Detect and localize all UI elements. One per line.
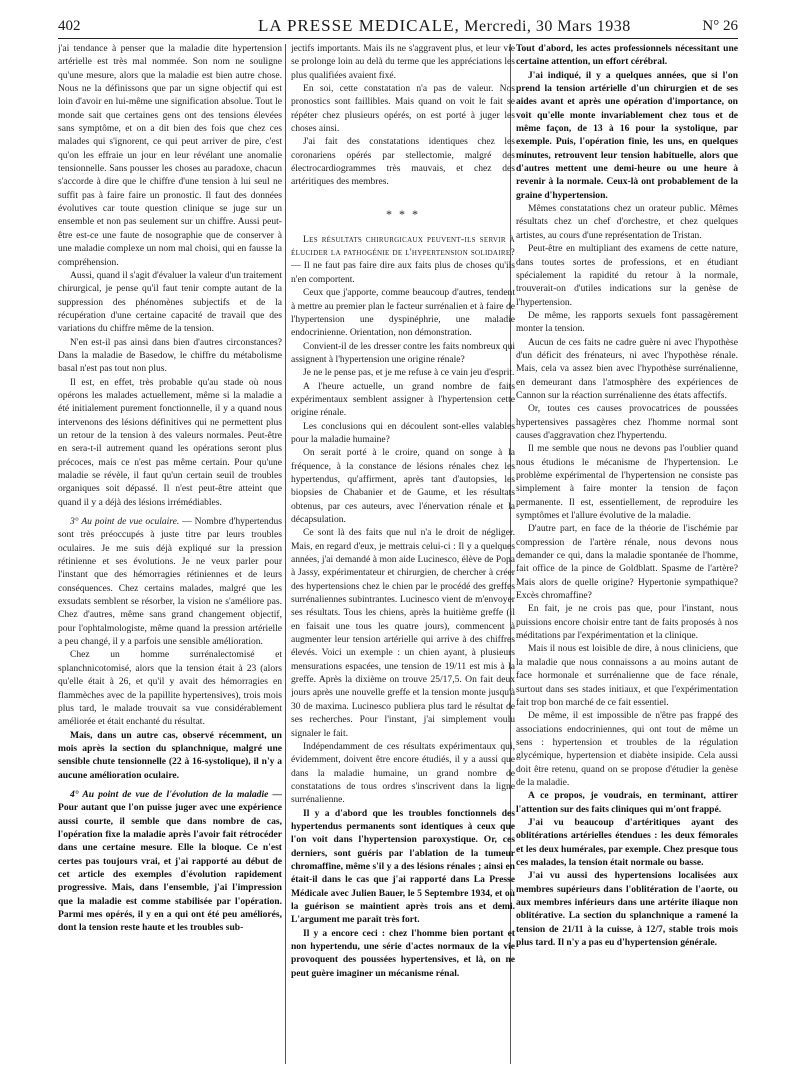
paragraph: Tout d'abord, les actes professionnels nécessitant une certaine attention, un effort cérébral. xyxy=(516,43,738,68)
section-heading-pathogenie: Les résultats chirurgicaux peuvent-ils servir à élucider la pathogénie de l'hypertension solidaire? xyxy=(291,233,515,259)
paragraph: Convient-il de les dresser contre les faits nombreux qui assignent à l'hypertension une origine rénale? xyxy=(291,340,515,365)
text-column-3 xyxy=(516,42,738,1072)
section-separator-stars: * * * xyxy=(386,206,420,221)
paragraph: J'ai fait des constatations identiques chez les coronariens opérés par stellectomie, malgré des électrocardiogrammes très mauvais, et chez des artéritiques des membres. xyxy=(291,136,515,188)
paragraph: Les conclusions qui en découlent sont-elles valables pour la maladie humaine? xyxy=(291,420,515,445)
paragraph: N'en est-il pas ainsi dans bien d'autres circonstances? Dans la maladie de Basedow, le chiffre du métabolisme basal n'est pas tout non plus. xyxy=(58,336,282,375)
paragraph: J'ai vu beaucoup d'artéritiques ayant des oblitérations artérielles étendues : les deux fémorales et les deux humérales, par exemple. Chez presque tous ces malades, la tension était normale ou basse. xyxy=(516,816,738,868)
paragraph: Aucun de ces faits ne cadre guère ni avec l'hypothèse d'un déficit des frénateurs, ni avec l'hypothèse rénale. Mais, cela va assez bien avec l'hypothèse surrénalienne, en demeurant dans l'atmosphère des expériences de Cannon sur la réaction surrénalienne des états affectifs. xyxy=(516,336,738,401)
paragraph: Mais, dans un autre cas, observé récemment, un mois après la section du splanchnique, malgré une sensible chute tensionnelle (22 à 16-systolique), il n'y a aucune amélioration oculaire. xyxy=(58,729,282,781)
paragraph: Indépendamment de ces résultats expérimentaux qui, évidemment, doivent être encore étudiés, il y a aussi que dans la maladie humaine, un grand nombre de constatations de tous ordres s'inscrivent dans la ligne surrénalienne. xyxy=(291,740,515,806)
paragraph: A l'heure actuelle, un grand nombre de faits expérimentaux semblent assigner à l'hypertension cette origine rénale. xyxy=(291,380,515,419)
paragraph-text: — Pour autant que l'on puisse juger avec une expérience aussi courte, il semble que dans nombre de cas, l'opération fixe la maladie après l'avoir fait rétrocéder dans une certaine mesure. Elle la bloque. Ce n'est certes pas toujours vrai, et j'ai rapporté au début de cet article des exemples d'évolution rapidement progressive. Mais, dans l'ensemble, j'ai l'impression que la maladie est comme stabilisée par l'opération. Parmi mes opérés, il y en a qui ont été peu améliorés, dont la tension reste haute et les troubles sub- xyxy=(58,788,282,934)
paragraph: Il y a d'abord que les troubles fonctionnels des hypertendus permanents sont identiques à ceux que l'on voit dans l'hypertension paroxystique. Or, ces derniers, sont guéris par l'ablation de la tumeur chromaffine, même s'il y a des lésions rénales ; ainsi en était-il dans le cas que j'ai rapporté dans La Presse Médicale avec Julien Bauer, le 5 Septembre 1934, et où la guérison se maintient après trois ans et demi. L'argument me paraît très fort. xyxy=(291,807,515,926)
section-heading-evolution: 4° Au point de vue de l'évolution de la maladie xyxy=(70,788,269,800)
paragraph-evolution xyxy=(58,788,282,935)
column-divider xyxy=(285,44,286,1064)
paragraph: Mais il nous est loisible de dire, à nous cliniciens, que la maladie que nous connaissons a au moins autant de face hormonale et surrénalienne que de face rénale, surtout dans ses stades initiaux, et que l'expérimentation fait trop bon marché de ce fait essentiel. xyxy=(516,643,738,708)
paragraph: Or, toutes ces causes provocatrices de poussées hypertensives passagères chez l'homme normal sont causes d'aggravation chez l'hypertendu. xyxy=(516,403,738,441)
paragraph: Je ne le pense pas, et je me refuse à ce vain jeu d'esprit. xyxy=(303,367,515,379)
paragraph: Il est, en effet, très probable qu'au stade où nous opérons les malades actuellement, même si la maladie a été initialement purement fonctionnelle, il y a quand nous intervenons des lésions définitives qui ne permettent plus un retour de la tension à des valeurs normales. Peut-être en sera-t-il autrement quand les opérations seront plus précoces, mais ce n'est pas même certain. Pour qu'une maladie se révèle, il faut qu'un certain seuil de troubles organiques soit dépassé. Il n'est peut-être atteint que quand il y a déjà des lésions irrémédiables. xyxy=(58,376,282,508)
paragraph: En soi, cette constatation n'a pas de valeur. Nos pronostics sont faillibles. Mais quand on voit le fait se répéter chez plusieurs opérés, on est porté à juger les choses ainsi. xyxy=(291,83,515,135)
paragraph: jectifs importants. Mais ils ne s'aggravent plus, et leur vie se prolonge loin au delà du terme que les appréciations les plus qualifiées avaient fixé. xyxy=(291,43,515,81)
paragraph-pathogenie xyxy=(291,233,515,286)
journal-title: LA PRESSE MEDICALE, xyxy=(258,16,460,35)
page-number: 402 xyxy=(58,18,81,34)
text-column-2 xyxy=(291,42,515,1072)
paragraph: J'ai vu aussi des hypertensions localisées aux membres supérieurs dans l'oblitération de l'aorte, ou aux membres inférieurs dans une artérite iliaque non oblitérative. La section du splanchnique a ramené la tension de 21/11 à la cuisse, à 12/7, stable trois mois plus tard. Il n'y a pas eu d'hypertension générale. xyxy=(516,870,738,949)
paragraph: Ce sont là des faits que nul n'a le droit de négliger. Mais, en regard d'eux, je mettrais celui-ci : Il y a quelques années, j'ai demandé à mon aide Lucinesco, élève de Popa à Jassy, expérimentateur et chirurgien, de chercher à créer des hypertensions chez le chien par le procédé des greffes surrénaliennes subintrantes. Lucinesco vient de m'envoyer ses résultats. Tous les chiens, après la huitième greffe (il en faisait une tous les quatre jours), commencent à augmenter leur tension artérielle qui arrive à des chiffres élevés. Voici un exemple : un chien ayant, à plusieurs mensurations espacées, une tension de 19/11 est mis à la greffe. Après la dixième on trouve 25/17,5. On fait deux jours après une nouvelle greffe et la tension monte jusqu'à 30 de maxima. Lucinesco publiera plus tard le résultat de ses recherches. Pour l'instant, j'ai simplement voulu signaler le fait. xyxy=(291,527,515,739)
paragraph: J'ai indiqué, il y a quelques années, que si l'on prend la tension artérielle d'un chirurgien et de ses aides avant et après une opération d'importance, on voit qu'elle monte invariablement chez tous et de même façon, de 13 à 16 pour la systolique, par exemple. Puis, l'opération finie, les uns, en quelques minutes, retrouvent leur tension habituelle, alors que d'autres mettent une demi-heure ou une heure à revenir à la normale. Ceux-là ont probablement de la graine d'hypertension. xyxy=(516,69,738,201)
paragraph-text: — Il ne faut pas faire dire aux faits plus de choses qu'ils n'en comportent. xyxy=(291,260,515,285)
page-header xyxy=(58,16,738,39)
text-column-1 xyxy=(58,42,282,1072)
issue-date: Mercredi, 30 Mars 1938 xyxy=(464,18,631,35)
paragraph-text: — Nombre d'hypertendus sont très préoccupés à juste titre par leurs troubles oculaires. Je me suis déjà expliqué sur la pression rétinienne et ses évolutions. Je ne veux parler pour l'instant que des hémorragies rétiniennes et de leurs conséquences. Chez certains malades, malgré que les exsudats semblent se résorber, la vision ne s'améliore pas. Chez d'autres, même sans grand changement objectif, pour l'ophtalmologiste, même quand la pression artérielle a peu changé, il y a parfois une sensible amélioration. xyxy=(58,516,282,648)
paragraph: Il y a encore ceci : chez l'homme bien portant et non hypertendu, une série d'actes normaux de la vie provoquent des poussées hypertensives, et là, on ne peut guère imaginer un mécanisme rénal. xyxy=(291,927,515,979)
paragraph-ocular xyxy=(58,515,282,648)
issue-number: N° 26 xyxy=(702,18,738,34)
paragraph: De même, les rapports sexuels font passagèrement monter la tension. xyxy=(516,309,738,335)
section-heading-ocular: 3° Au point de vue oculaire. xyxy=(70,516,180,528)
paragraph: A ce propos, je voudrais, en terminant, attirer l'attention sur des faits cliniques qui m'ont frappé. xyxy=(516,790,738,815)
paragraph: Il me semble que nous ne devons pas l'oublier quand nous étudions le mécanisme de l'hypertension. Le problème expérimental de l'hypertension ne consiste pas simplement à faire monter la tension de façon permanente. Il est, essentiellement, de reproduire les symptômes et l'allure évolutive de la maladie. xyxy=(516,443,738,522)
masthead xyxy=(258,16,631,36)
paragraph: j'ai tendance à penser que la maladie dite hypertension artérielle est très mal nommée. Son nom ne souligne qu'une mesure, alors que la maladie est bien autre chose. Nous ne la définissons que par un signe objectif qui est loin d'avoir en lui-même une signification absolue. Tout le monde sait que certaines gens ont des tensions élevées sans symptôme, et on a dit bien des fois que chez ces malades qui s'ignorent, ce qui peut arriver de pire, c'est qu'on les effraie un jour en leur révélant une anomalie tensionnelle. Sans pousser les choses au paradoxe, chacun s'accorde à dire que le chiffre d'une tension à lui seul ne suffit pas à faire faire un pronostic. Il faut des données évolutives car toute question clinique se juge sur un ensemble et non pas seulement sur un chiffre. Aussi peut-être est-ce une faute de nosographie que de conserver à une maladie complexe un nom mal choisi, qui en fausse la compréhension. xyxy=(58,43,282,268)
paragraph: Mêmes constatations chez un orateur public. Mêmes résultats chez un chef d'orchestre, et chez quelques artistes, au cours d'une représentation de Tristan. xyxy=(516,203,738,241)
paragraph: De même, il est impossible de n'être pas frappé des associations endocriniennes, qui ont tout de même un sens : hypertension et troubles de la régulation glycémique, hypertension et diabète insipide. Cela aussi doit être retenu, quand on se propose d'étudier la genèse de la maladie. xyxy=(516,710,738,788)
paragraph: Chez un homme surrénalectomisé et splanchnicotomisé, alors que la tension était à 23 (alors qu'elle était à 26, et qu'il y avait des hémorragies en flammèches avec de la papillite hypertensives), trois mois plus tard, le malade trouvait sa vue considérablement améliorée et était enchanté du résultat. xyxy=(58,649,282,728)
paragraph: Ceux que j'apporte, comme beaucoup d'autres, tendent à mettre au premier plan le facteur surrénalien et à faire de l'hypertension une dyspinéphrie, une maladie endocrinienne. Orientation, non démonstration. xyxy=(291,287,515,339)
paragraph: Peut-être en multipliant des examens de cette nature, dans toutes sortes de professions, et en étudiant spécialement la rapidité du retour à la normale, trouverait-on d'utiles indications sur la genèse de l'hypertension. xyxy=(516,243,738,308)
paragraph: Aussi, quand il s'agit d'évaluer la valeur d'un traitement chirurgical, je pense qu'il faut tenir compte autant de la suppression des phénomènes subjectifs et de la récupération d'une certaine capacité de travail que des variations du chiffre même de la tension. xyxy=(58,269,282,335)
paragraph: En fait, je ne crois pas que, pour l'instant, nous puissions encore choisir entre tant de faits proposés à nos méditations par l'expérimentation et la clinique. xyxy=(516,603,738,642)
paragraph: On serait porté à le croire, quand on songe à la fréquence, à la constance de lésions rénales chez les hypertendus, qu'affirment, après tant d'autopsies, les biopsies de Chabanier et de Gaume, et les résultats obtenus, par ces auteurs, avec l'énervation rénale et la décapsulation. xyxy=(291,447,515,525)
paragraph: D'autre part, en face de la théorie de l'ischémie par compression de l'artère rénale, nous devons nous demander ce qui, dans la maladie spontanée de l'homme, fait office de la pince de Goldblatt. Spasme de l'artère? Mais alors de quelle origine? Hypertonie sympathique? Excès chromaffine? xyxy=(516,523,738,602)
